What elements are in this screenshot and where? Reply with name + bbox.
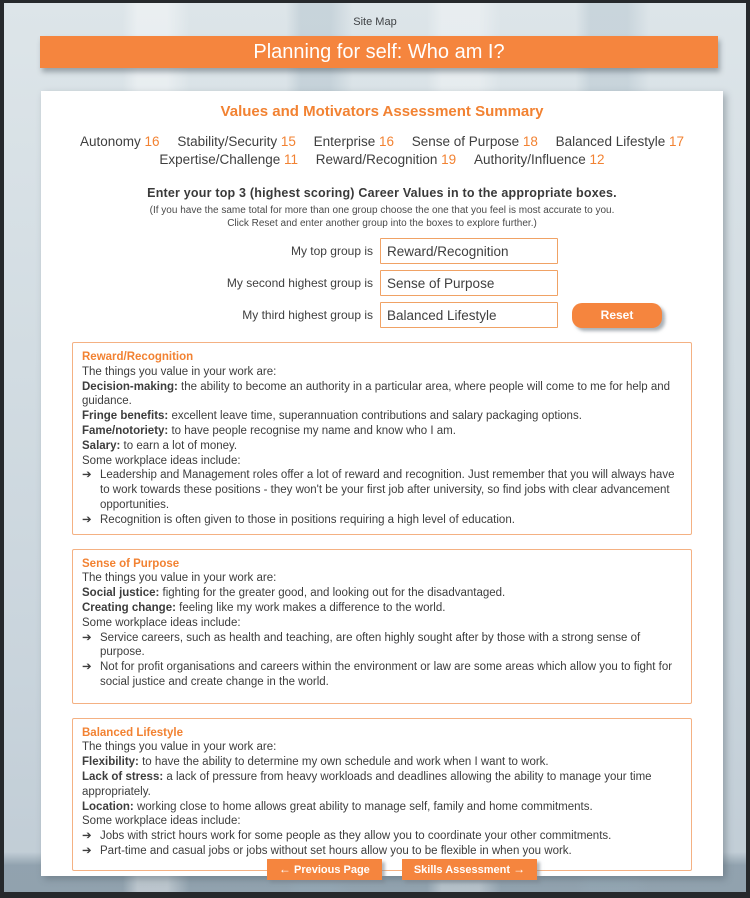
value-line: Lack of stress: a lack of pressure from heavy workloads and deadlines allowing the ability to manage your time appropriately.	[82, 770, 652, 798]
ideas-heading: Some workplace ideas include:	[82, 454, 241, 467]
ideas-heading: Some workplace ideas include:	[82, 616, 241, 629]
instructions-note-line1: (If you have the same total for more than one group choose the one that you feel is most accurate to you.	[149, 205, 615, 216]
value-detail-boxes	[41, 342, 723, 871]
score-item: Balanced Lifestyle 17	[555, 134, 685, 149]
footer-navigation	[61, 859, 743, 880]
top-group-label: My top group is	[290, 244, 373, 258]
previous-page-button[interactable]	[267, 859, 382, 880]
page-banner-title: Planning for self: Who am I?	[40, 36, 718, 68]
score-value: 17	[669, 134, 685, 149]
top-groups-form	[41, 238, 723, 328]
idea-item: ➔ Part-time and casual jobs or jobs without set hours allow you to be flexible in when you work.	[82, 844, 572, 857]
ideas-heading: Some workplace ideas include:	[82, 815, 241, 828]
value-line: Salary: to earn a lot of money.	[82, 439, 238, 452]
value-line: Fringe benefits: excellent leave time, superannuation contributions and salary packaging options.	[82, 410, 582, 423]
arrow-bullet-icon: ➔	[82, 631, 92, 644]
value-box-title: Sense of Purpose	[82, 557, 180, 570]
previous-page-label: Previous Page	[293, 864, 370, 876]
score-value: 15	[280, 134, 296, 149]
form-row-top-group	[41, 238, 723, 264]
value-line: Location: working close to home allows great ability to manage self, family and home commitments.	[82, 800, 593, 813]
score-item: Expertise/Challenge 11	[159, 152, 299, 167]
skills-assessment-button[interactable]	[402, 859, 537, 880]
value-box-balanced-lifestyle	[72, 718, 692, 871]
instructions-note-line2: Click Reset and enter another group into the boxes to explore further.)	[227, 218, 537, 229]
value-line: Flexibility: to have the ability to determine my own schedule and work when I want to work.	[82, 756, 549, 769]
value-box-title: Reward/Recognition	[82, 351, 194, 363]
arrow-bullet-icon: ➔	[82, 513, 92, 526]
third-group-label: My third highest group is	[242, 308, 373, 322]
skills-assessment-label: Skills Assessment	[413, 864, 511, 876]
scores-row-1	[41, 133, 723, 151]
value-line: Creating change: feeling like my work makes a difference to the world.	[82, 601, 446, 614]
idea-item: ➔ Jobs with strict hours work for some people as they allow you to coordinate your other commitments.	[82, 830, 612, 843]
arrow-bullet-icon: ➔	[82, 469, 92, 482]
scores-summary	[41, 133, 723, 169]
value-box-intro: The things you value in your work are:	[82, 365, 277, 378]
arrow-bullet-icon: ➔	[82, 661, 92, 674]
summary-title: Values and Motivators Assessment Summary	[220, 103, 544, 120]
score-item: Authority/Influence 12	[473, 152, 605, 167]
value-box-title: Balanced Lifestyle	[82, 726, 183, 739]
content-card	[41, 91, 723, 876]
top-group-input[interactable]	[380, 238, 558, 264]
score-value: 11	[284, 152, 299, 167]
value-box-sense-of-purpose	[72, 549, 692, 704]
value-line: Social justice: fighting for the greater good, and looking out for the disadvantaged.	[82, 587, 506, 600]
score-item: Enterprise 16	[313, 134, 394, 149]
back-arrow-icon: ←	[278, 862, 291, 876]
idea-item: ➔ Service careers, such as health and teaching, are often highly sought after by those with a strong sense of purpose.	[82, 631, 641, 659]
third-group-input[interactable]	[380, 302, 558, 328]
form-row-third-group	[41, 302, 723, 328]
site-map-link[interactable]: Site Map	[353, 16, 397, 28]
arrow-bullet-icon: ➔	[82, 830, 92, 843]
value-box-intro: The things you value in your work are:	[82, 741, 277, 754]
instructions-block	[41, 185, 723, 230]
scores-row-2	[41, 151, 723, 169]
form-row-second-group	[41, 270, 723, 296]
reset-button[interactable]: Reset	[572, 303, 662, 328]
idea-item: ➔ Not for profit organisations and careers within the environment or law are some areas which allow you to fight for social justice and create change in the world.	[82, 661, 673, 688]
value-box-intro: The things you value in your work are:	[82, 572, 277, 585]
idea-item: ➔ Recognition is often given to those in positions requiring a high level of education.	[82, 513, 515, 526]
score-value: 18	[522, 134, 538, 149]
score-value: 12	[589, 152, 605, 167]
arrow-bullet-icon: ➔	[82, 844, 92, 857]
score-item: Stability/Security 15	[177, 134, 296, 149]
value-box-reward-recognition	[72, 342, 692, 535]
score-item: Autonomy 16	[79, 134, 160, 149]
value-line: Fame/notoriety: to have people recognise my name and know who I am.	[82, 424, 456, 437]
score-item: Sense of Purpose 18	[411, 134, 538, 149]
second-group-label: My second highest group is	[226, 276, 373, 290]
score-value: 16	[378, 134, 394, 149]
idea-item: ➔ Leadership and Management roles offer a lot of reward and recognition. Just remember that you will always have to work towards these positions - they won't be your first job after university, so find jobs with clear advancement opportunities.	[82, 469, 675, 511]
instructions-note	[41, 204, 723, 230]
instructions-heading: Enter your top 3 (highest scoring) Career Values in to the appropriate boxes.	[147, 186, 617, 200]
value-line: Decision-making: the ability to become an authority in a particular area, where people will come to me for help and guidance.	[82, 380, 671, 408]
forward-arrow-icon: →	[513, 862, 526, 876]
second-group-input[interactable]	[380, 270, 558, 296]
score-item: Reward/Recognition 19	[315, 152, 457, 167]
score-value: 16	[144, 134, 160, 149]
score-value: 19	[441, 152, 457, 167]
